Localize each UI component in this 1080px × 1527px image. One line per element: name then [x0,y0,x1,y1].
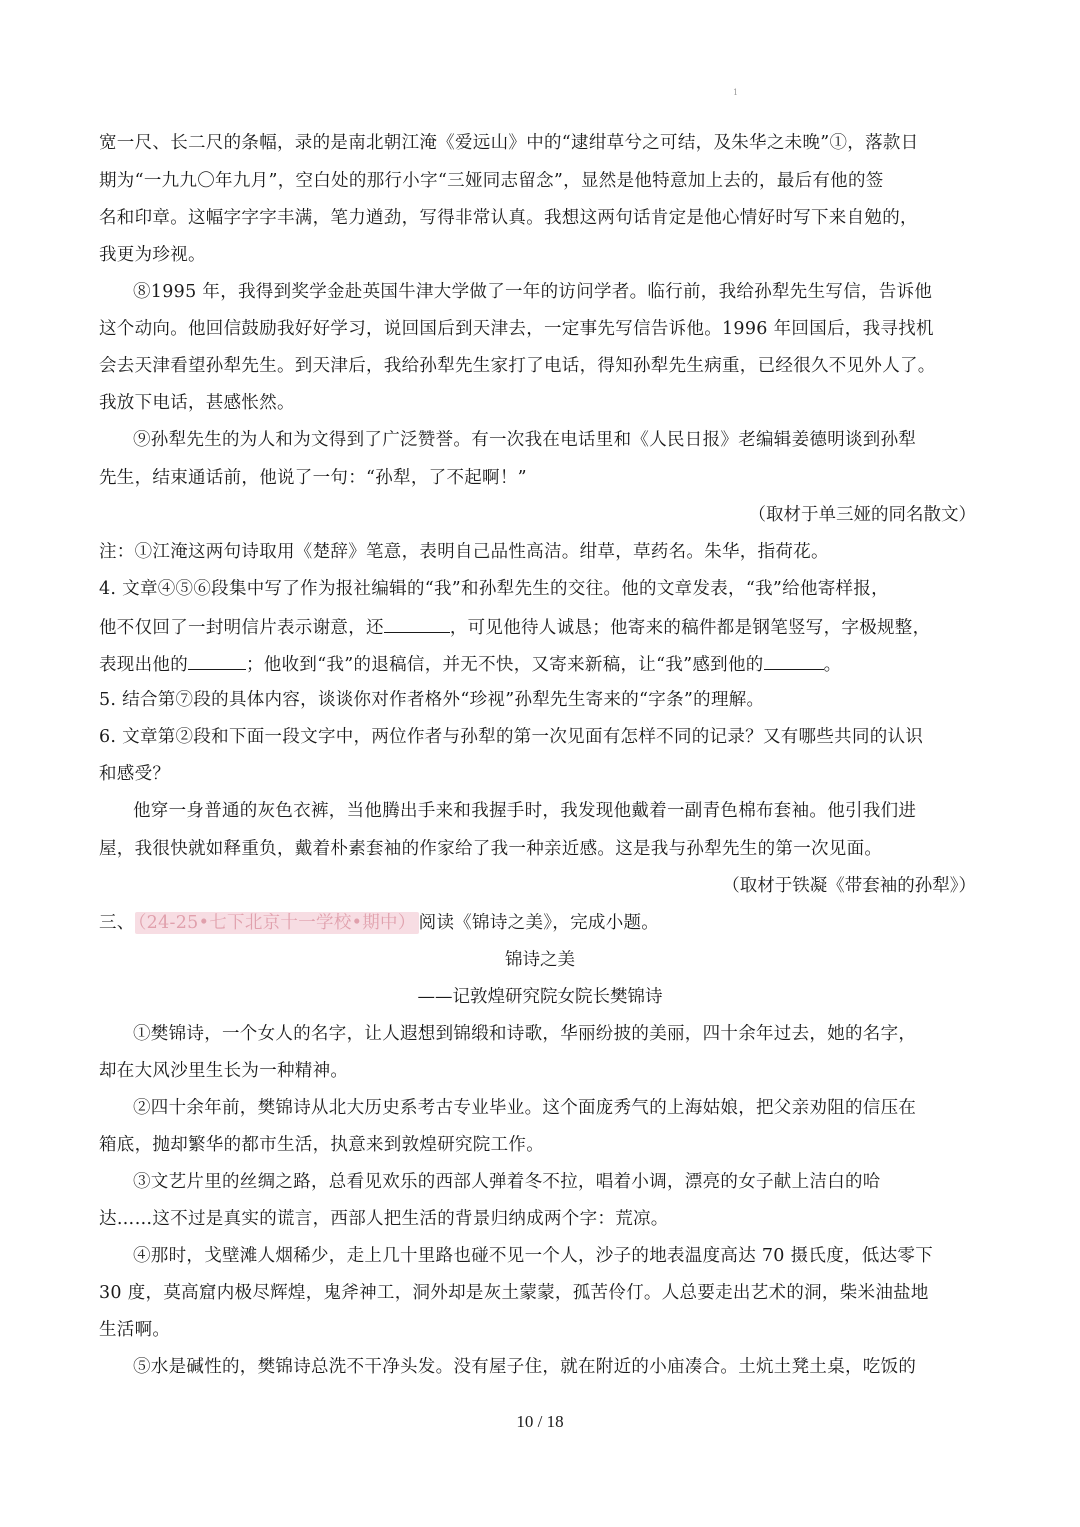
text-line: 30 度，莫高窟内极尽辉煌，鬼斧神工，洞外却是灰土蒙蒙，孤苦伶仃。人总要走出艺术的洞，柴米油盐地 [99,1283,929,1303]
text-line: 生活啊。 [99,1320,171,1340]
text-line: 达……这不过是真实的谎言，西部人把生活的背景归纳成两个字：荒凉。 [99,1209,669,1229]
text-line: 期为“一九九〇年九月”，空白处的那行小字“三娅同志留念”，显然是他特意加上去的，最后有他的签 [99,171,884,191]
article-subtitle: ——记敦煌研究院女院长樊锦诗 [417,987,663,1007]
question-5: 5. 结合第⑦段的具体内容，谈谈你对作者格外“珍视”孙犁先生寄来的“字条”的理解。 [99,690,765,710]
paragraph-8-line: ⑧1995 年，我得到奖学金赴英国牛津大学做了一年的访问学者。临行前，我给孙犁先生写信，告诉他 [133,282,933,302]
text-line: 名和印章。这幅字字字丰满，笔力遒劲，写得非常认真。我想这两句话肯定是他心情好时写下来自勉的， [99,208,918,228]
section-instruction: 阅读《锦诗之美》，完成小题。 [418,913,660,933]
question-4-line [99,614,930,640]
paragraph-2-line: ②四十余年前，樊锦诗从北大历史系考古专业毕业。这个面庞秀气的上海姑娘，把父亲劝阻的信压在 [133,1098,917,1118]
question-text: ；他收到“我”的退稿信，并无不快，又寄来新稿，让“我”感到他的 [246,655,764,675]
corner-mark: 1 [733,88,739,97]
text-line: 先生，结束通话前，他说了一句：“孙犁，了不起啊！” [99,468,527,488]
paragraph-3-line: ③文艺片里的丝绸之路，总看见欢乐的西部人弹着冬不拉，唱着小调，漂亮的女子献上洁白的哈 [133,1172,881,1192]
text-line: 却在大风沙里生长为一种精神。 [99,1061,349,1081]
source-citation: （取材于单三娅的同名散文） [748,505,976,525]
quoted-passage-line: 他穿一身普通的灰色衣裤，当他腾出手来和我握手时，我发现他戴着一副青色棉布套袖。他引我们进 [133,801,917,821]
footnote: 注：①江淹这两句诗取用《楚辞》笔意，表明自己品性高洁。绀草，草药名。朱华，指荷花。 [99,542,829,562]
article-title: 锦诗之美 [505,950,575,970]
question-4-line: 4. 文章④⑤⑥段集中写了作为报社编辑的“我”和孙犁先生的交往。他的文章发表，“我”给他寄样报， [99,579,889,599]
page-number: 10 / 18 [516,1412,564,1431]
question-text: 他不仅回了一封明信片表示谢意，还 [99,618,384,638]
answer-blank[interactable] [764,651,824,670]
question-4-line [99,651,841,677]
answer-blank[interactable] [188,651,246,670]
question-text: 。 [823,655,842,675]
source-citation: （取材于铁凝《带套袖的孙犁》） [722,876,976,896]
paragraph-9-line: ⑨孙犁先生的为人和为文得到了广泛赞誉。有一次我在电话里和《人民日报》老编辑姜德明谈到孙犁 [133,430,917,450]
paragraph-4-line: ④那时，戈壁滩人烟稀少，走上几十里路也碰不见一个人，沙子的地表温度高达 70 摄氏度，低达零下 [133,1246,933,1266]
paragraph-5-line: ⑤水是碱性的，樊锦诗总洗不干净头发。没有屋子住，就在附近的小庙凑合。土炕土凳土桌，吃饭的 [133,1357,917,1377]
question-6-line: 6. 文章第②段和下面一段文字中，两位作者与孙犁的第一次见面有怎样不同的记录？又有哪些共同的认识 [99,727,924,747]
text-line: 会去天津看望孙犁先生。到天津后，我给孙犁先生家打了电话，得知孙犁先生病重，已经很久不见外人了。 [99,356,936,376]
section-3-heading [99,911,659,935]
answer-blank[interactable] [384,614,450,633]
question-text: ，可见他待人诚恳；他寄来的稿件都是钢笔竖写，字极规整， [449,618,931,638]
text-line: 宽一尺、长二尺的条幅，录的是南北朝江淹《爱远山》中的“逮绀草兮之可结，及朱华之未晚”①，落款日 [99,133,919,153]
paragraph-1-line: ①樊锦诗，一个女人的名字，让人遐想到锦缎和诗歌，华丽纷披的美丽，四十余年过去，她的名字， [133,1024,917,1044]
section-number: 三、 [99,913,135,933]
quoted-passage-line: 屋，我很快就如释重负，戴着朴素套袖的作家给了我一种亲近感。这是我与孙犁先生的第一次见面。 [99,839,883,859]
text-line: 箱底，抛却繁华的都市生活，执意来到敦煌研究院工作。 [99,1135,544,1155]
text-line: 我放下电话，甚感怅然。 [99,393,295,413]
question-text: 表现出他的 [99,655,188,675]
source-tag: （24-25•七下北京十一学校•期中） [135,912,419,934]
text-line: 我更为珍视。 [99,245,206,265]
question-6-line: 和感受？ [99,764,171,784]
text-line: 这个动向。他回信鼓励我好好学习，说回国后到天津去，一定事先写信告诉他。1996 年回国后，我寻找机 [99,319,934,339]
